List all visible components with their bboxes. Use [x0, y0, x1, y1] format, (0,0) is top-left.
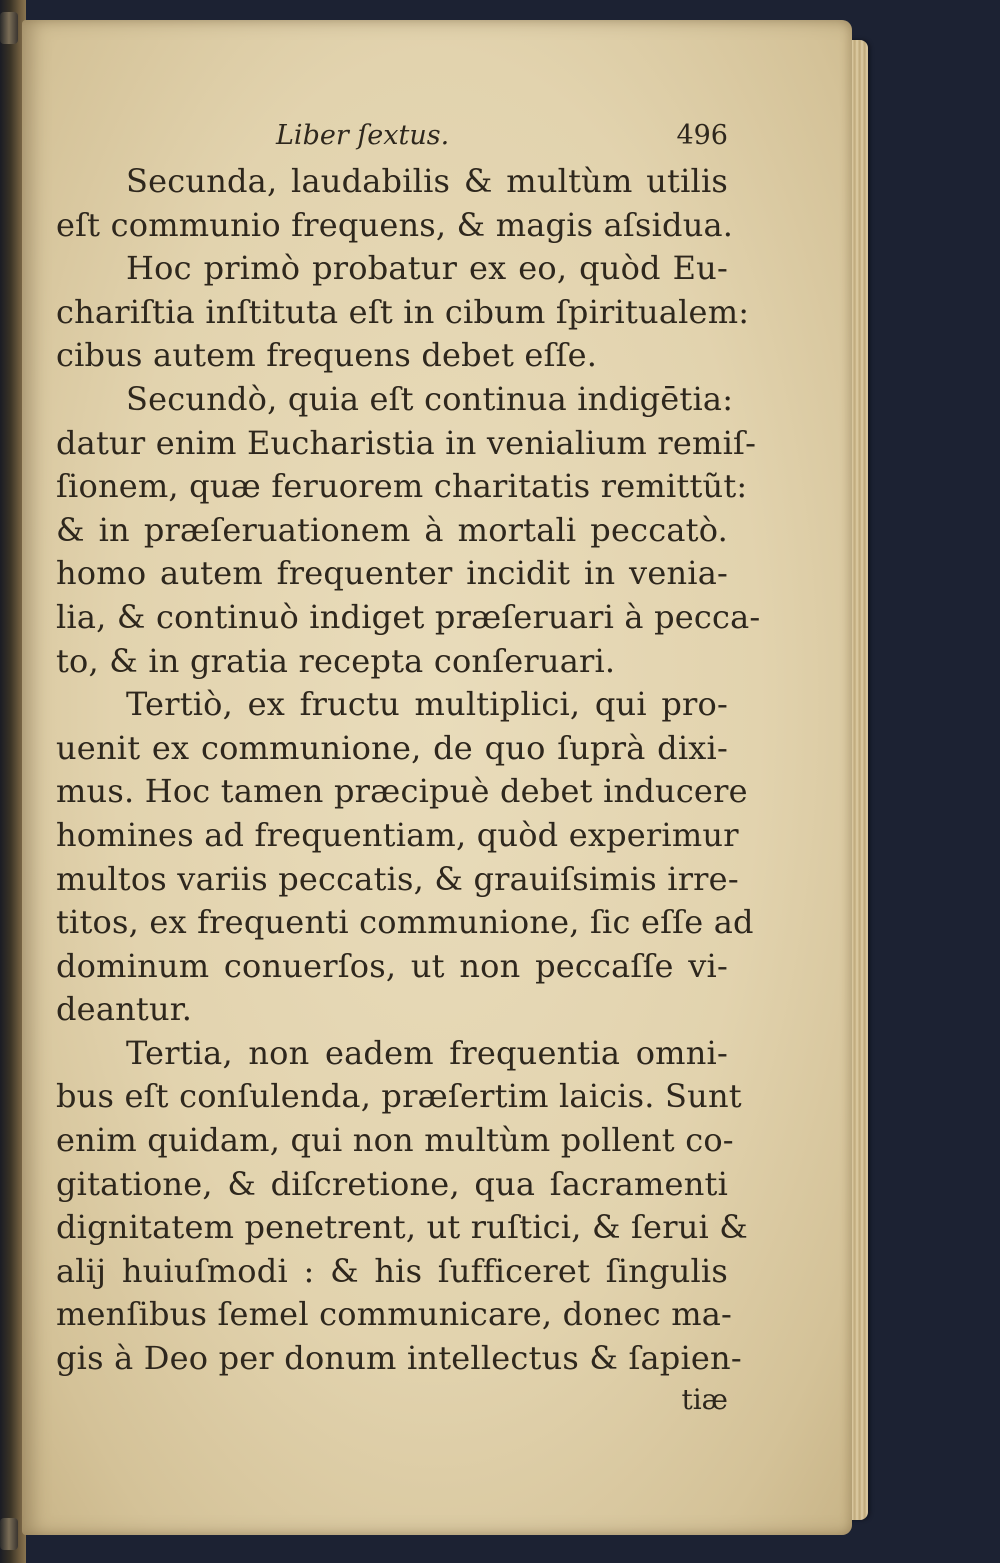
text-line: alij huiuſmodi : & his ſufficeret ſingulis: [56, 1251, 728, 1290]
text-line: Hoc primò probatur ex eo, quòd Eu-: [126, 249, 728, 288]
text-line: Tertiò, ex fructu multiplici, qui pro-: [126, 685, 728, 724]
text-line: Secunda, laudabilis & multùm utilis: [126, 162, 728, 200]
text-line: bus eſt conſulenda, præſertim laicis. Sunt: [56, 1077, 742, 1116]
text-line: eſt communio frequens, & magis aſsidua.: [56, 205, 734, 244]
text-line: enim quidam, qui non multùm pollent co-: [56, 1121, 734, 1160]
page-header: [56, 120, 728, 160]
text-line: dignitatem penetrent, ut ruſtici, & ſerui &: [56, 1208, 748, 1247]
binding-clasp-top: [0, 12, 18, 44]
running-title: Liber ſextus.: [276, 120, 450, 151]
text-line: lia, & continuò indiget præſeruari à pecca-: [56, 597, 761, 636]
page-number: 496: [676, 120, 728, 151]
text-line: Secundò, quia eſt continua indigētia:: [126, 379, 734, 418]
text-line: gitatione, & diſcretione, qua ſacramenti: [56, 1164, 728, 1203]
text-line: deantur.: [56, 990, 193, 1029]
text-block: [56, 120, 761, 1416]
text-line: mus. Hoc tamen præcipuè debet inducere: [56, 772, 748, 811]
text-line: datur enim Eucharistia in venialium remiſ-: [56, 423, 757, 462]
text-line: multos variis peccatis, & grauiſsimis irre-: [56, 859, 739, 898]
text-line: & in præſeruationem à mortali peccatò.: [56, 510, 728, 549]
text-line: titos, ex frequenti communione, ſic eſſe ad: [56, 903, 754, 942]
text-line: menſibus ſemel communicare, donec ma-: [56, 1295, 733, 1334]
text-line: dominum conuerſos, ut non peccaſſe vi-: [56, 946, 728, 985]
text-line: uenit ex communione, de quo ſuprà dixi-: [56, 728, 728, 767]
catchword: tiæ: [681, 1382, 728, 1416]
book-page: [22, 20, 852, 1535]
text-line: Tertia, non eadem frequentia omni-: [126, 1033, 728, 1072]
binding-clasp-bottom: [0, 1518, 18, 1550]
text-line: ſionem, quæ feruorem charitatis remittũt:: [56, 467, 748, 506]
text-line: homo autem frequenter incidit in venia-: [56, 554, 728, 593]
text-line: chariſtia inſtituta eſt in cibum ſpiritualem:: [56, 292, 750, 331]
text-line: gis à Deo per donum intellectus & ſapien-: [56, 1339, 742, 1378]
text-line: to, & in gratia recepta conſeruari.: [56, 641, 616, 680]
text-line: homines ad frequentiam, quòd experimur: [56, 815, 739, 854]
text-line: cibus autem frequens debet eſſe.: [56, 336, 598, 375]
